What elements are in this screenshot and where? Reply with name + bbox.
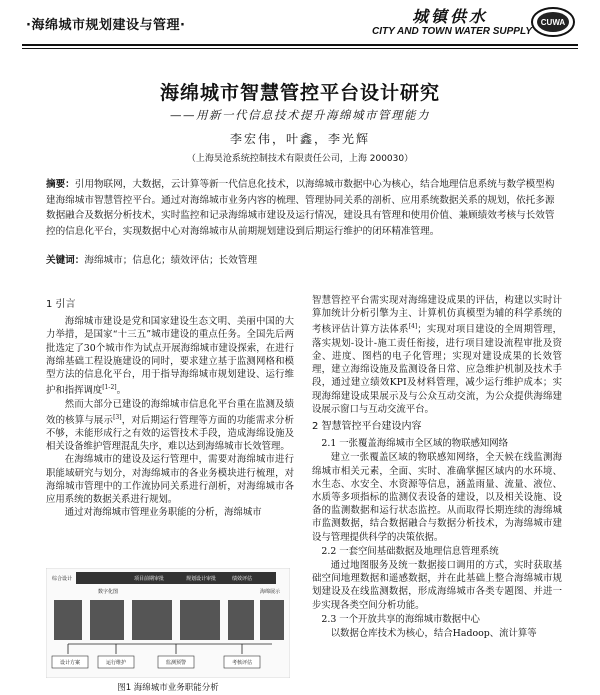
business-function-diagram — [46, 568, 290, 678]
logo-text: CUWA — [540, 18, 566, 27]
paragraph: 然而大部分已建设的海绵城市信息化平台重在监测及绩效的核算与展示[3]，对后期运行管理等方面的功能需求分析不够，未能形成行之有效的运管技术手段，造成海绵设施及相关设备维护管理混乱失序，难以达到海绵城市长效管理。 — [46, 398, 294, 453]
figure-caption: 图1 海绵城市业务职能分析 — [117, 683, 219, 693]
paragraph: 通过对海绵城市管理业务职能的分析，海绵城市 — [64, 507, 262, 519]
diagram-block — [180, 600, 220, 640]
diagram-block — [54, 600, 82, 640]
paper-title: 海绵城市智慧管控平台设计研究 — [159, 82, 440, 104]
diagram-label: 运行维护 — [105, 660, 127, 666]
keywords-text: 海绵城市；信息化；绩效评估；长效管理 — [84, 255, 258, 266]
journal-column-title: ·海绵城市规划建设与管理· — [26, 18, 186, 33]
abstract-text: 引用物联网，大数据，云计算等新一代信息化技术，以海绵城市数据中心为核心，结合地理信息系统与数学模型构建海绵城市智慧管控平台。通过对海绵城市业务内容的梳理、管理协同关系的剖析、应用系统数据关系的规划，依托多源数据融合及数据分析技术，实时监控和记录海绵城市建设及运行情况，建设具有管理和使用价值、兼顾绩效考核与长效管控的信息化平台，实现数据中心对海绵城市从前期规划建设到后期运行维护的闭环精准管理。 — [46, 179, 555, 237]
section-heading: 2 智慧管控平台建设内容 — [312, 420, 422, 432]
paragraph: 智慧管控平台需实现对海绵建设成果的评估，构建以实时计算加统计分析引擎为主、计算机仿真模型为辅的科学系统的考核评估计算方法体系[4]；实现对项目建设的全周期管理，落实规划-设计-施工责任衔接，进行项目建设流程审批及资金、进度、图档的电子化管理；实现对建设成果的长效管理，建立海绵设施及监测设备日常、应急维护机制及技术手段，通过建立绩效KPI及材料管理，减少运行维护成本；实现海绵建设成果展示及与公众互动交流，为公众提供海绵建设展示窗口与互动交流平台。 — [312, 295, 562, 415]
diagram-block — [260, 600, 284, 640]
diagram-label: 监测预警 — [165, 660, 187, 666]
diagram-block — [228, 600, 254, 640]
abstract-label: 摘要： — [46, 179, 75, 190]
right-column — [312, 294, 562, 640]
diagram-label: 综合设计 — [52, 576, 73, 582]
diagram-label: 设计方案 — [59, 660, 81, 666]
paragraph: 以数据仓库技术为核心，结合Hadoop、流计算等 — [330, 628, 537, 639]
paragraph: 建立一张覆盖区域的物联感知网络，全天候在线监测海绵城市相关元素，全面、实时、准确掌握区域内的水环境、水生态、水安全、水资源等信息，涵盖雨量、流量、液位、水质等多项指标的监测仪表设备的建设，以及相关设施、设备的监测数据和运行状态监控。从而取得长期连续的海绵城市监测数据，结合数据融合与数据分析技术，为海绵城市建设与管理提供科学的决策依据。 — [312, 452, 562, 543]
diagram-label: 绩效评估 — [232, 576, 253, 582]
left-column — [46, 294, 294, 520]
diagram-block — [90, 600, 124, 640]
paper-affiliation: （上海昊沧系统控制技术有限责任公司，上海 200030） — [186, 154, 414, 164]
diagram-label: 规划设计审批 — [186, 576, 217, 582]
subsection-heading: 2.2 一套空间基础数据及地理信息管理系统 — [321, 545, 499, 557]
diagram-label: 考核评估 — [231, 660, 253, 666]
cuwa-logo-icon — [530, 5, 576, 39]
section-heading: 1 引言 — [46, 299, 76, 310]
diagram-label: 海绵展示 — [260, 589, 281, 595]
diagram-label: 项目前期审批 — [134, 576, 165, 582]
journal-name-cn: 城镇供水 — [412, 7, 489, 26]
paragraph: 海绵城市建设是党和国家建设生态文明、美丽中国的大力举措，是国家“十三五”城市建设的重点任务。全国先后两批选定了30个城市作为试点开展海绵城市建设探索，在进行海绵基础工程设施建设的同时，要求建立基于监测网格和模型方法的信息化平台，用于指导海绵城市规划建设、运行维护和指挥调度[1-2]。 — [46, 316, 294, 397]
paragraph: 通过地图服务及统一数据接口调用的方式，实时获取基础空间地理数据和遥感数据，并在此基础上整合海绵城市规划建设及在线监测数据，形成海绵城市各类专题图、并进一步实现各类空间分析功能。 — [312, 559, 562, 611]
journal-name-en: CITY AND TOWN WATER SUPPLY — [372, 26, 533, 37]
header-rule — [22, 44, 578, 46]
abstract — [46, 177, 556, 239]
keywords — [46, 252, 556, 266]
diagram-block — [132, 600, 172, 640]
subsection-heading: 2.1 一张覆盖海绵城市全区域的物联感知网络 — [321, 438, 509, 450]
paper-authors: 李宏伟，叶鑫，李光辉 — [229, 132, 370, 146]
keywords-label: 关键词： — [46, 255, 85, 266]
header-rule-thin — [22, 48, 578, 49]
diagram-label: 数字化图 — [98, 589, 119, 595]
subsection-heading: 2.3 一个开放共享的海绵城市数据中心 — [321, 613, 480, 625]
paragraph: 在海绵城市的建设及运行管理中，需要对海绵城市进行职能域研究与划分，对海绵城市的各业务模块进行梳理，对海绵城市管理中的工作流协同关系进行剖析，对海绵城市各应用系统的数据关系进行规划。 — [46, 454, 294, 506]
paper-subtitle: ——用新一代信息技术提升海绵城市管理能力 — [170, 108, 430, 122]
